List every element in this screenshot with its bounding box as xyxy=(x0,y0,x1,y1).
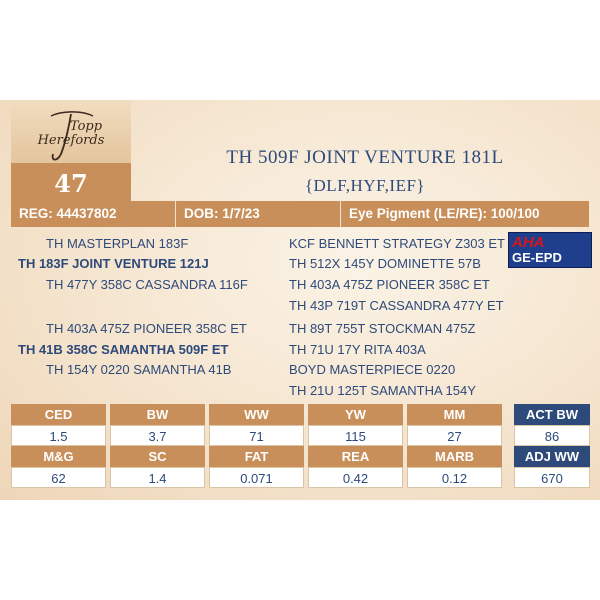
epd-header: CED xyxy=(11,404,106,425)
epd-table xyxy=(11,404,509,488)
epd-value-row xyxy=(11,467,509,488)
pedigree-ancestor: TH 43P 719T CASSANDRA 477Y ET xyxy=(289,298,504,313)
logo-text xyxy=(11,120,131,148)
pedigree-ancestor: KCF BENNETT STRATEGY Z303 ET xyxy=(289,236,505,251)
pedigree-sire-dam: TH 477Y 358C CASSANDRA 116F xyxy=(46,277,248,292)
epd-header: M&G xyxy=(11,446,106,467)
pedigree-ancestor: BOYD MASTERPIECE 0220 xyxy=(289,362,456,377)
epd-header: FAT xyxy=(209,446,304,467)
aha-badge-line1: AHA xyxy=(512,234,545,251)
act-bw-value: 86 xyxy=(514,425,590,446)
pedigree-ancestor: TH 71U 17Y RITA 403A xyxy=(289,342,426,357)
pedigree-ancestor: TH 512X 145Y DOMINETTE 57B xyxy=(289,256,481,271)
aha-badge-line2: GE-EPD xyxy=(512,250,562,265)
info-bar xyxy=(11,201,589,227)
logo-line1: Topp xyxy=(69,119,103,134)
epd-value-row xyxy=(11,425,509,446)
aha-ge-epd-badge xyxy=(508,232,592,268)
pedigree-ancestor: TH 21U 125T SAMANTHA 154Y xyxy=(289,383,476,398)
epd-value: 1.4 xyxy=(110,467,205,488)
pedigree-dam-dam: TH 154Y 0220 SAMANTHA 41B xyxy=(46,362,232,377)
pedigree-ancestor: TH 403A 475Z PIONEER 358C ET xyxy=(289,277,490,292)
pedigree-dam: TH 41B 358C SAMANTHA 509F ET xyxy=(18,342,229,357)
pedigree-sire-sire: TH MASTERPLAN 183F xyxy=(46,236,189,251)
act-bw-label: ACT BW xyxy=(514,404,590,425)
lot-number-box xyxy=(11,163,131,204)
epd-value: 62 xyxy=(11,467,106,488)
epd-header: MARB xyxy=(407,446,502,467)
adj-ww-value: 670 xyxy=(514,467,590,488)
epd-value: 1.5 xyxy=(11,425,106,446)
epd-header-row xyxy=(11,446,509,467)
epd-value: 27 xyxy=(407,425,502,446)
actual-weights xyxy=(514,404,590,488)
eye-pigment: Eye Pigment (LE/RE): 100/100 xyxy=(349,206,540,221)
logo-line2: Herefords xyxy=(37,133,105,148)
epd-header: REA xyxy=(308,446,403,467)
epd-value: 71 xyxy=(209,425,304,446)
animal-name: TH 509F JOINT VENTURE 181L xyxy=(226,147,504,168)
epd-header: WW xyxy=(209,404,304,425)
epd-value: 3.7 xyxy=(110,425,205,446)
lot-number: 47 xyxy=(54,169,88,198)
pedigree-sire: TH 183F JOINT VENTURE 121J xyxy=(18,256,209,271)
pedigree-ancestor: TH 89T 755T STOCKMAN 475Z xyxy=(289,321,476,336)
epd-header: SC xyxy=(110,446,205,467)
epd-header: BW xyxy=(110,404,205,425)
epd-value: 0.42 xyxy=(308,467,403,488)
epd-header-row xyxy=(11,404,509,425)
adj-ww-label: ADJ WW xyxy=(514,446,590,467)
date-of-birth: DOB: 1/7/23 xyxy=(176,201,341,227)
animal-designations: {DLF,HYF,IEF} xyxy=(304,176,426,195)
pedigree-dam-sire: TH 403A 475Z PIONEER 358C ET xyxy=(46,321,247,336)
registration-number: REG: 44437802 xyxy=(11,201,176,227)
epd-header: MM xyxy=(407,404,502,425)
epd-value: 0.071 xyxy=(209,467,304,488)
epd-value: 0.12 xyxy=(407,467,502,488)
epd-header: YW xyxy=(308,404,403,425)
epd-value: 115 xyxy=(308,425,403,446)
